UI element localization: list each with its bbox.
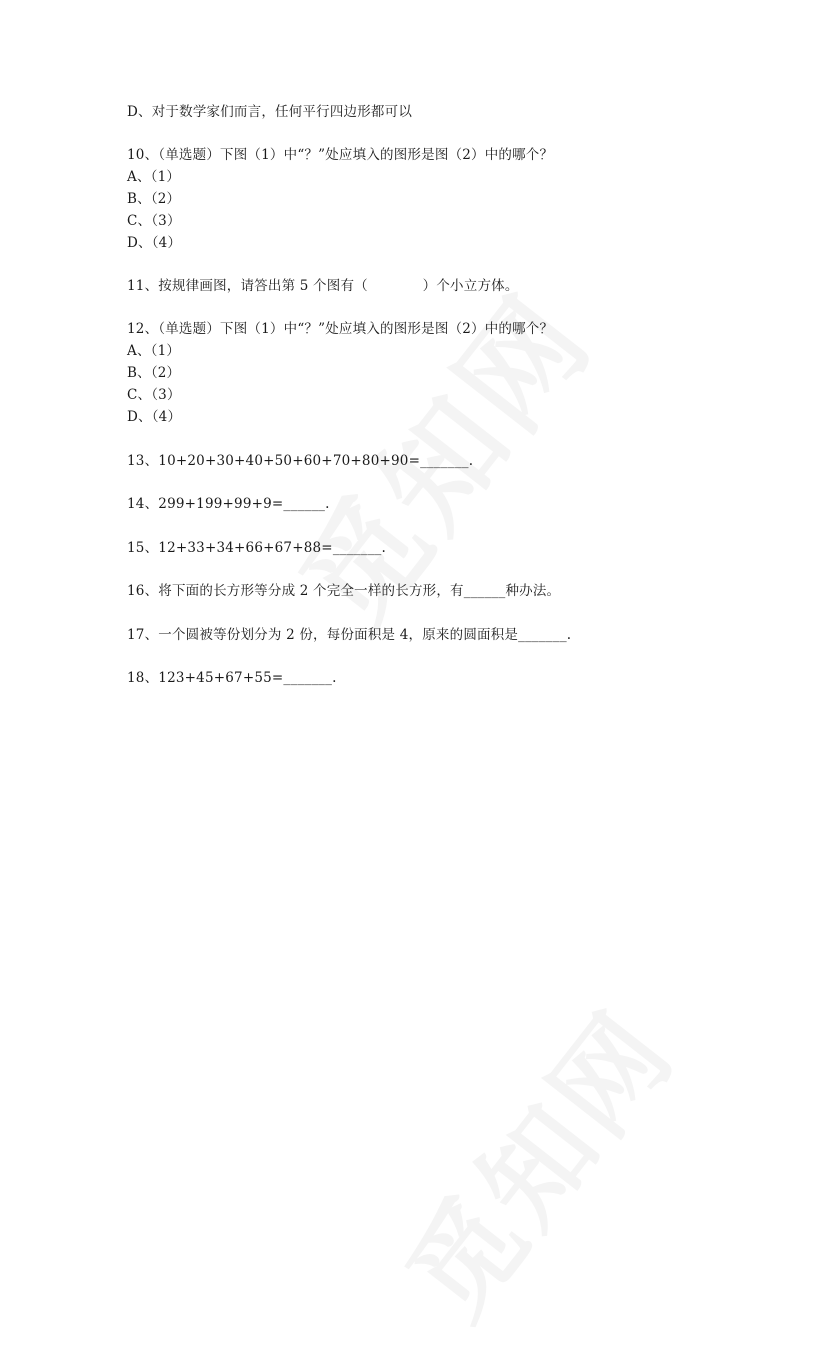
q12-option-c: C、（3）	[127, 387, 181, 403]
q17-stem: 17、一个圆被等份划分为 2 份，每份面积是 4，原来的圆面积是_______.	[127, 627, 572, 643]
q9-option-d: D、对于数学家们而言，任何平行四边形都可以	[127, 104, 413, 120]
q10-option-a: A、（1）	[127, 169, 181, 185]
q12-option-a: A、（1）	[127, 343, 181, 359]
q15-stem: 15、12+33+34+66+67+88=_______.	[127, 540, 386, 556]
q12-option-d: D、（4）	[127, 409, 182, 425]
q12-stem: 12、（单选题）下图（1）中“？”处应填入的图形是图（2）中的哪个？	[127, 321, 554, 337]
q14-stem: 14、299+199+99+9=______.	[127, 496, 330, 512]
q11-stem: 11、按规律画图，请答出第 5 个图有（ ）个小立方体。	[127, 278, 519, 294]
q16-stem: 16、将下面的长方形等分成 2 个完全一样的长方形，有______种办法。	[127, 583, 561, 599]
q10-option-b: B、（2）	[127, 191, 181, 207]
q12-option-b: B、（2）	[127, 365, 181, 381]
q10-option-d: D、（4）	[127, 235, 182, 251]
q13-stem: 13、10+20+30+40+50+60+70+80+90=_______.	[127, 453, 474, 469]
q10-stem: 10、（单选题）下图（1）中“？”处应填入的图形是图（2）中的哪个？	[127, 147, 554, 163]
watermark-bottom	[365, 973, 704, 1345]
q18-stem: 18、123+45+67+55=_______.	[127, 670, 337, 686]
q10-option-c: C、（3）	[127, 213, 181, 229]
